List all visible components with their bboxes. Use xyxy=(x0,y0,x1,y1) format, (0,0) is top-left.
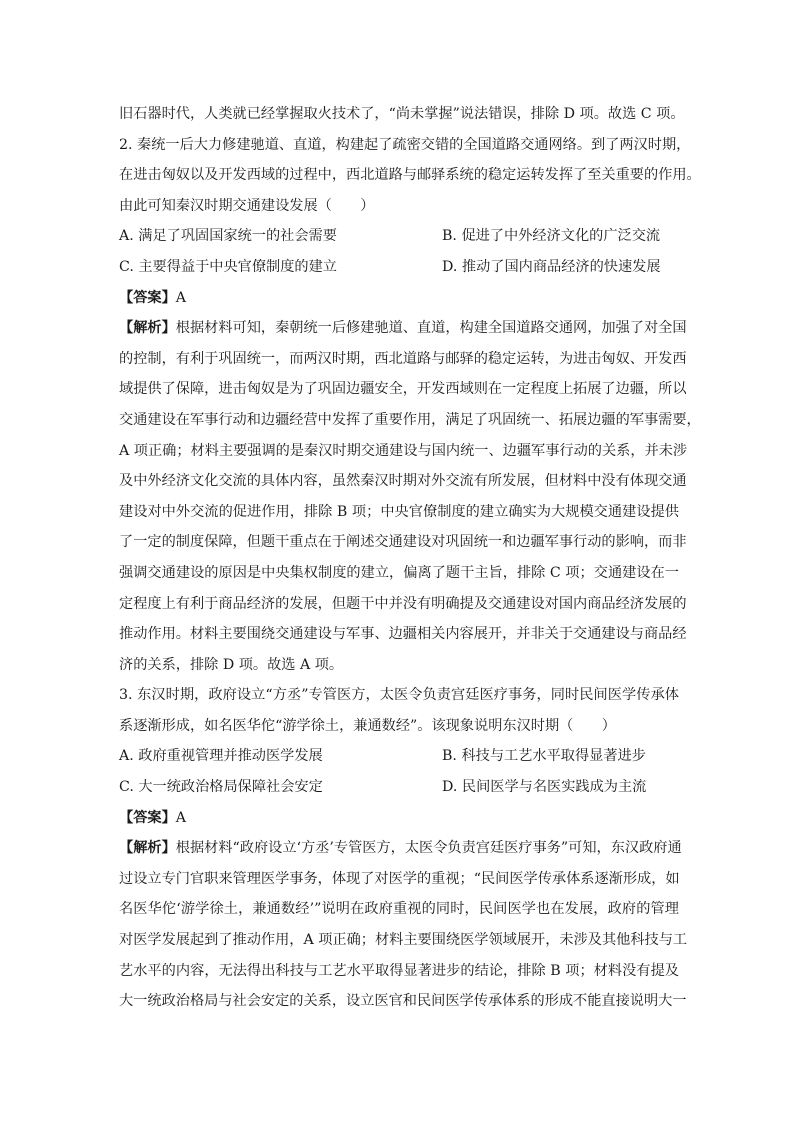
analysis-text: 根据材料“政府设立‘方丞’专管医方，太医令负责宫廷医疗事务”可知，东汉政府通 xyxy=(175,840,682,857)
q3-options-row-2 xyxy=(119,772,679,803)
q3-option-c: C. 大一统政治格局保障社会安定 xyxy=(119,779,323,796)
q2-stem-line: 在进击匈奴以及开发西域的过程中，西北道路与邮驿系统的稳定运转发挥了至关重要的作用。 xyxy=(119,167,701,184)
q3-analysis-line: 艺水平的内容，无法得出科技与工艺水平取得显著进步的结论，排除 B 项；材料没有提及 xyxy=(119,962,679,979)
q2-option-d: D. 推动了国内商品经济的快速发展 xyxy=(442,258,661,275)
answer-tag: 【答案】 xyxy=(119,289,176,306)
answer-value: A xyxy=(175,809,187,826)
q3-stem-line: 系逐渐形成，如名医华佗“游学徐土，兼通数经”。该现象说明东汉时期（ ） xyxy=(119,717,616,734)
q2-analysis-line: 定程度上有利于商品经济的发展，但题干中并没有明确提及交通建设对国内商品经济发展的 xyxy=(119,595,687,612)
q2-option-c: C. 主要得益于中央官僚制度的建立 xyxy=(119,258,337,275)
answer-tag: 【答案】 xyxy=(119,809,176,826)
q2-analysis-line: 及中外经济文化交流的具体内容，虽然秦汉时期对外交流有所发展，但材料中没有体现交通 xyxy=(119,473,687,490)
q2-answer xyxy=(119,283,679,314)
q3-analysis-line: 对医学发展起到了推动作用，A 项正确；材料主要围绕医学领域展开，未涉及其他科技与工 xyxy=(119,932,688,949)
q3-stem-line: 3. 东汉时期，政府设立“方丞”专管医方，太医令负责宫廷医疗事务，同时民间医学传承体 xyxy=(119,687,679,704)
q2-analysis-line: 济的关系，排除 D 项。故选 A 项。 xyxy=(119,656,344,673)
q2-options-row-2 xyxy=(119,252,679,283)
q2-analysis-line: 建设对中外交流的促进作用，排除 B 项；中央官僚制度的建立确实为大规模交通建设提供 xyxy=(119,503,679,520)
q2-analysis-line: 了一定的制度保障，但题干重点在于阐述交通建设对巩固统一和边疆军事行动的影响，而非 xyxy=(119,534,687,551)
answer-value: A xyxy=(175,289,187,306)
q3-analysis-line: 大一统政治格局与社会安定的关系，设立医官和民间医学传承体系的形成不能直接说明大一 xyxy=(119,993,687,1010)
q3-analysis-line: 过设立专门官职来管理医学事务，体现了对医学的重视；“民间医学传承体系逐渐形成，如 xyxy=(119,870,680,887)
q3-answer xyxy=(119,803,679,834)
q2-analysis-line xyxy=(119,313,687,344)
q3-analysis-line xyxy=(119,833,682,864)
q2-stem-line: 2. 秦统一后大力修建驰道、直道，构建起了疏密交错的全国道路交通网络。到了两汉时期， xyxy=(119,136,691,153)
analysis-tag: 【解析】 xyxy=(119,320,176,337)
analysis-tag: 【解析】 xyxy=(119,840,176,857)
q3-option-d: D. 民间医学与名医实践成为主流 xyxy=(442,779,647,796)
q3-options-row-1 xyxy=(119,741,679,772)
document-page xyxy=(119,99,701,1017)
q2-option-b: B. 促进了中外经济文化的广泛交流 xyxy=(442,228,661,245)
q2-analysis-line: A 项正确；材料主要强调的是秦汉时期交通建设与国内统一、边疆军事行动的关系，并未涉 xyxy=(119,442,688,459)
q2-options-row-1 xyxy=(119,221,679,252)
q3-option-a: A. 政府重视管理并推动医学发展 xyxy=(119,748,323,765)
intro-line: 旧石器时代，人类就已经掌握取火技术了，“尚未掌握”说法错误，排除 D 项。故选 C 项。 xyxy=(119,106,685,122)
q2-analysis-line: 的控制，有利于巩固统一，而两汉时期，西北道路与邮驿的稳定运转，为进击匈奴、开发西 xyxy=(119,350,687,367)
q3-analysis-line: 名医华佗‘游学徐土，兼通数经’”说明在政府重视的同时，民间医学也在发展，政府的管理 xyxy=(119,901,679,918)
q2-analysis-line: 强调交通建设的原因是中央集权制度的建立，偏离了题干主旨，排除 C 项；交通建设在一 xyxy=(119,564,679,581)
analysis-text: 根据材料可知，秦朝统一后修建驰道、直道，构建全国道路交通网，加强了对全国 xyxy=(175,320,687,337)
q2-option-a: A. 满足了巩固国家统一的社会需要 xyxy=(119,228,337,245)
q2-analysis-line: 域提供了保障，进击匈奴是为了巩固边疆安全，开发西域则在一定程度上拓展了边疆，所以 xyxy=(119,381,687,398)
q3-option-b: B. 科技与工艺水平取得显著进步 xyxy=(442,748,646,765)
q2-analysis-line: 交通建设在军事行动和边疆经营中发挥了重要作用，满足了巩固统一、拓展边疆的军事需要， xyxy=(119,411,701,428)
q2-stem-line: 由此可知秦汉时期交通建设发展（ ） xyxy=(119,197,375,214)
q2-analysis-line: 推动作用。材料主要围绕交通建设与军事、边疆相关内容展开，并非关于交通建设与商品经 xyxy=(119,626,687,643)
